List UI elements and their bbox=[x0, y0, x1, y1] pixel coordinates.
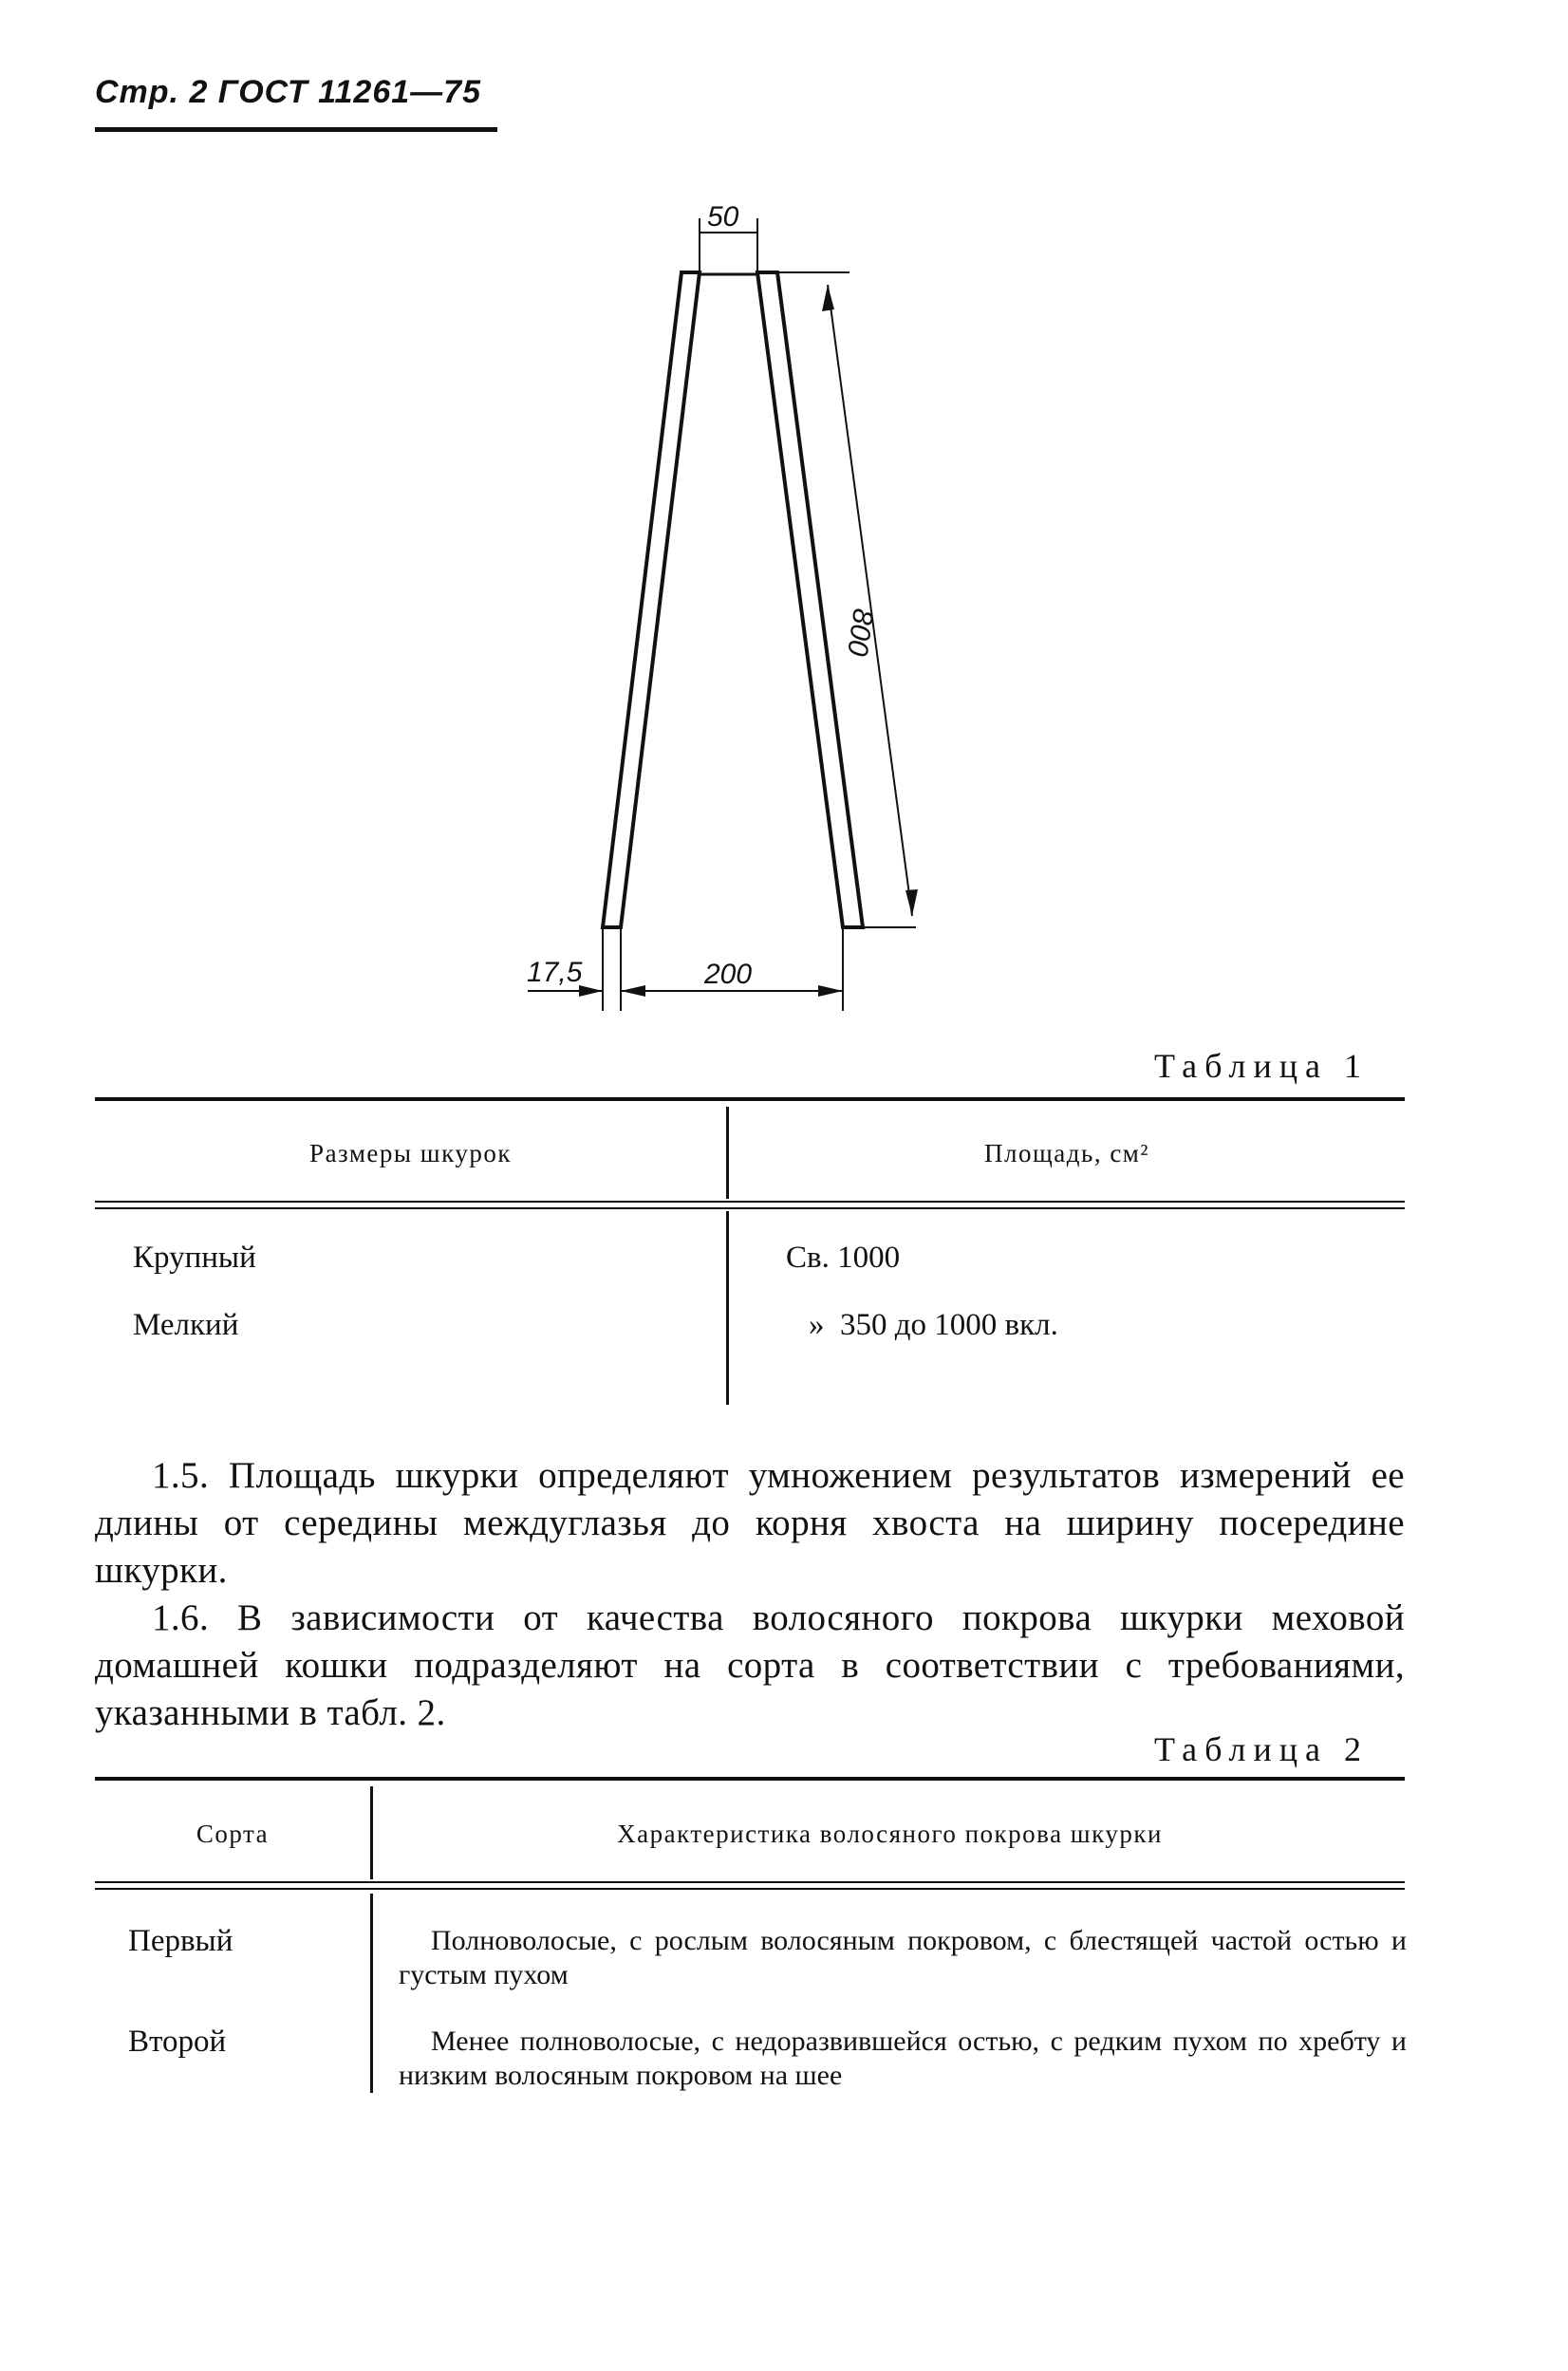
dim-top-width bbox=[700, 201, 757, 272]
left-strip bbox=[603, 272, 700, 927]
dim-top-width-label: 50 bbox=[707, 201, 739, 233]
table1-header-divider bbox=[726, 1107, 729, 1199]
table1-top-rule bbox=[95, 1097, 1405, 1101]
table2-header-divider bbox=[370, 1786, 373, 1879]
paragraph-1-6: 1.6. В зависимости от качества волосяного покрова шкурки меховой домашней кошки подразделяют на сорта в соответствии с требованиями, указанными в табл. 2. bbox=[95, 1597, 1405, 1733]
table2-header-characteristic: Характеристика волосяного покрова шкурки bbox=[617, 1820, 1163, 1848]
template-drawing bbox=[0, 0, 1568, 1044]
table2-top-rule bbox=[95, 1777, 1405, 1781]
table1-body-divider bbox=[726, 1211, 729, 1405]
dim-bottom-width-label: 200 bbox=[704, 959, 753, 990]
table2-body-divider bbox=[370, 1894, 373, 2093]
dim-bottom bbox=[527, 927, 843, 1011]
table1-header-rule-a bbox=[95, 1201, 1405, 1203]
table1-cell-area-1: Св. 1000 bbox=[786, 1241, 901, 1275]
table2-header-rule-b bbox=[95, 1888, 1405, 1890]
table2-header-grade: Сорта bbox=[196, 1820, 270, 1848]
table2-cell-characteristic-2: Менее полноволосые, с недоразвившейся остью, с редким пухом по хребту и низким волосяным покровом на шее bbox=[399, 2026, 1407, 2091]
paragraph-1-5: 1.5. Площадь шкурки определяют умножением результатов измерений ее длины от середины междуглазья до корня хвоста на ширину посередине шкурки. bbox=[95, 1455, 1405, 1591]
table2-cell-grade-1: Первый bbox=[128, 1924, 233, 1958]
table2-cell-grade-2: Второй bbox=[128, 2025, 227, 2059]
dim-side-offset-label: 17,5 bbox=[527, 957, 583, 988]
table1-header-area: Площадь, см² bbox=[984, 1139, 1149, 1167]
table2-caption: Таблица 2 bbox=[1154, 1730, 1369, 1768]
right-strip bbox=[757, 272, 863, 927]
table1-cell-size-1: Крупный bbox=[133, 1241, 256, 1275]
table1-cell-size-2: Мелкий bbox=[133, 1308, 239, 1342]
page-header: Стр. 2 ГОСТ 11261—75 bbox=[95, 74, 481, 110]
table1-header-rule-b bbox=[95, 1207, 1405, 1209]
table2-header-rule-a bbox=[95, 1881, 1405, 1883]
dim-length-label: 800 bbox=[841, 607, 879, 659]
table1-caption: Таблица 1 bbox=[1154, 1047, 1369, 1085]
table1-cell-area-2: » 350 до 1000 вкл. bbox=[809, 1308, 1058, 1342]
table2-cell-characteristic-1: Полноволосые, с рослым волосяным покровом, с блестящей частой остью и густым пухом bbox=[399, 1925, 1407, 1990]
table1-header-size: Размеры шкурок bbox=[309, 1139, 512, 1167]
